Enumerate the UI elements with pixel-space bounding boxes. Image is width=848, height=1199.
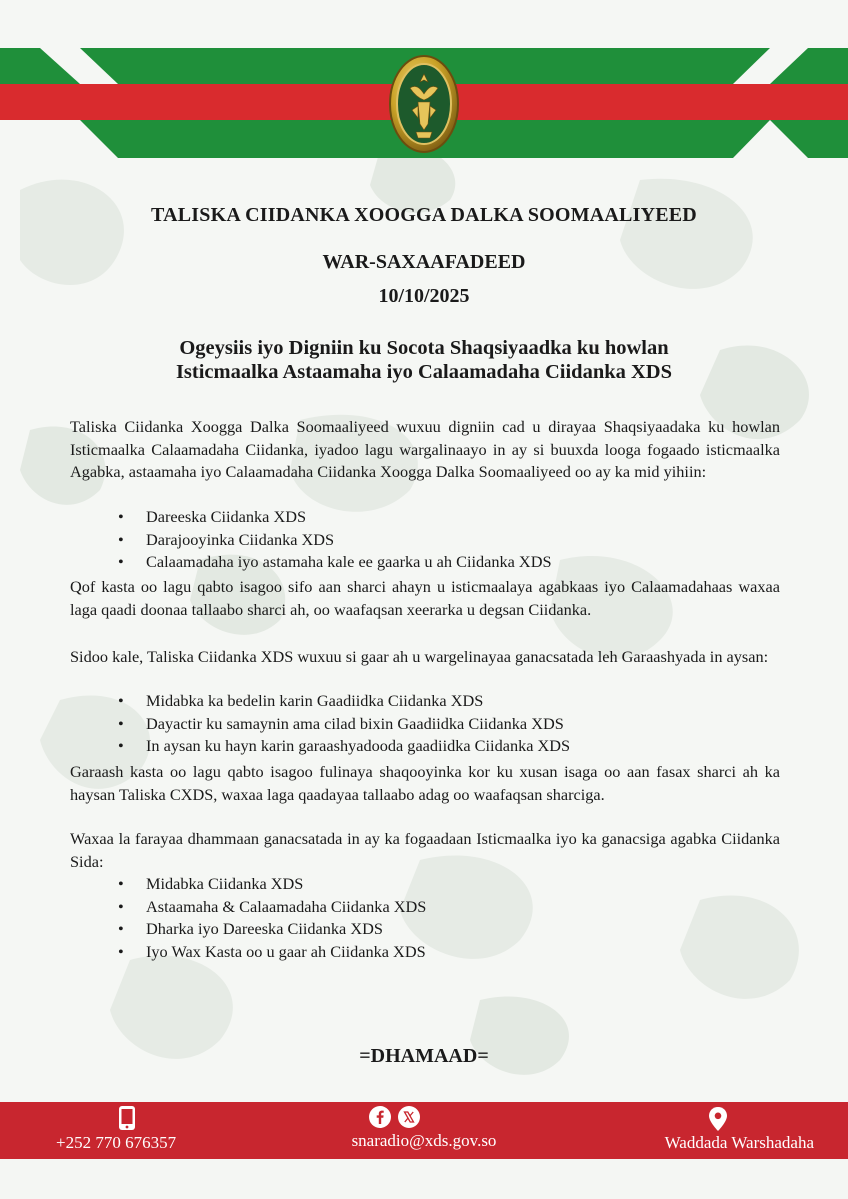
- list-item: • Dharka iyo Dareeska Ciidanka XDS: [118, 918, 426, 941]
- footer-address: Waddada Warshadaha: [664, 1133, 814, 1152]
- document-type: WAR-SAXAAFADEED: [322, 251, 526, 273]
- banner-left-green: [0, 48, 80, 84]
- banner-right-green-bottom: [770, 120, 848, 158]
- footer-bottom-margin: [0, 1159, 848, 1199]
- subject-line-2: Isticmaalka Astaamaha iyo Calaamadaha Ciidanka XDS: [175, 361, 673, 383]
- document-date: 10/10/2025: [378, 285, 470, 307]
- footer-phone[interactable]: +252 770 676357: [56, 1133, 177, 1152]
- paragraph-3: Sidoo kale, Taliska Ciidanka XDS wuxuu si gaar ah u wargelinayaa ganacsatada leh Garaashyada in aysan:: [70, 647, 769, 666]
- list-item: • In aysan ku hayn karin garaashyadooda gaadiidka Ciidanka XDS: [118, 735, 570, 758]
- list-garage-rules: [118, 690, 570, 758]
- list-item: • Midabka Ciidanka XDS: [118, 873, 426, 896]
- banner-right-red: [770, 84, 848, 120]
- list-item: • Calaamadaha iyo astamaha kale ee gaarka u ah Ciidanka XDS: [118, 551, 552, 574]
- list-item: • Astaamaha & Calaamadaha Ciidanka XDS: [118, 896, 426, 919]
- paragraph-5: Waxaa la farayaa dhammaan ganacsatada in ay ka fogaadaan Isticmaalka iyo ka ganacsiga agabka Ciidanka Sida:: [70, 829, 780, 871]
- banner-left-red: [0, 84, 80, 120]
- paragraph-4: Garaash kasta oo lagu qabto isagoo fulinaya shaqooyinka kor ku xusan isaga oo aan fasax sharci ah ka haysan Taliska CXDS, waxaa laga qaadayaa tallaabo adag oo waafaqsan sharciga.: [70, 762, 780, 804]
- facebook-icon[interactable]: [369, 1106, 391, 1128]
- paragraph-2: Qof kasta oo lagu qabto isagoo sifo aan sharci ahayn u isticmaalaya agabkaas iyo Calaamadahaas waxaa laga qaadi doonaa tallaabo sharci ah, oo waafaqsan xeerarka u degsan Ciidanka.: [70, 577, 780, 619]
- x-icon[interactable]: [398, 1106, 420, 1128]
- military-emblem-icon: [388, 54, 460, 154]
- banner-right-green: [770, 48, 848, 84]
- subject-heading: [0, 336, 848, 384]
- list-item: • Darajooyinka Ciidanka XDS: [118, 529, 552, 552]
- list-insignia: [118, 506, 552, 574]
- list-prohibited-items: [118, 873, 426, 963]
- location-pin-icon: [708, 1106, 728, 1132]
- closing-mark: =DHAMAAD=: [359, 1045, 489, 1067]
- list-item: • Dayactir ku samaynin ama cilad bixin Gaadiidka Ciidanka XDS: [118, 713, 570, 736]
- footer-email[interactable]: snaradio@xds.gov.so: [351, 1131, 497, 1150]
- phone-icon: [118, 1105, 136, 1131]
- organization-title: TALISKA CIIDANKA XOOGGA DALKA SOOMAALIYEED: [151, 204, 697, 226]
- list-item: • Midabka ka bedelin karin Gaadiidka Ciidanka XDS: [118, 690, 570, 713]
- paragraph-1: Taliska Ciidanka Xoogga Dalka Soomaaliyeed wuxuu digniin cad u dirayaa Shaqsiyaadaka ku howlan Isticmaalka Calaamadaha Ciidanka, iyadoo lagu wargalinaayo in ay si buuxda looga fogaado isticmaalka Agabka, astaamaha iyo Calaamadaha Ciidanka Xoogga Dalka Soomaaliyeed oo ay ka mid yihiin:: [70, 417, 780, 481]
- subject-line-1: Ogeysiis iyo Digniin ku Socota Shaqsiyaadka ku howlan: [179, 337, 669, 359]
- list-item: • Iyo Wax Kasta oo u gaar ah Ciidanka XDS: [118, 941, 426, 964]
- list-item: • Dareeska Ciidanka XDS: [118, 506, 552, 529]
